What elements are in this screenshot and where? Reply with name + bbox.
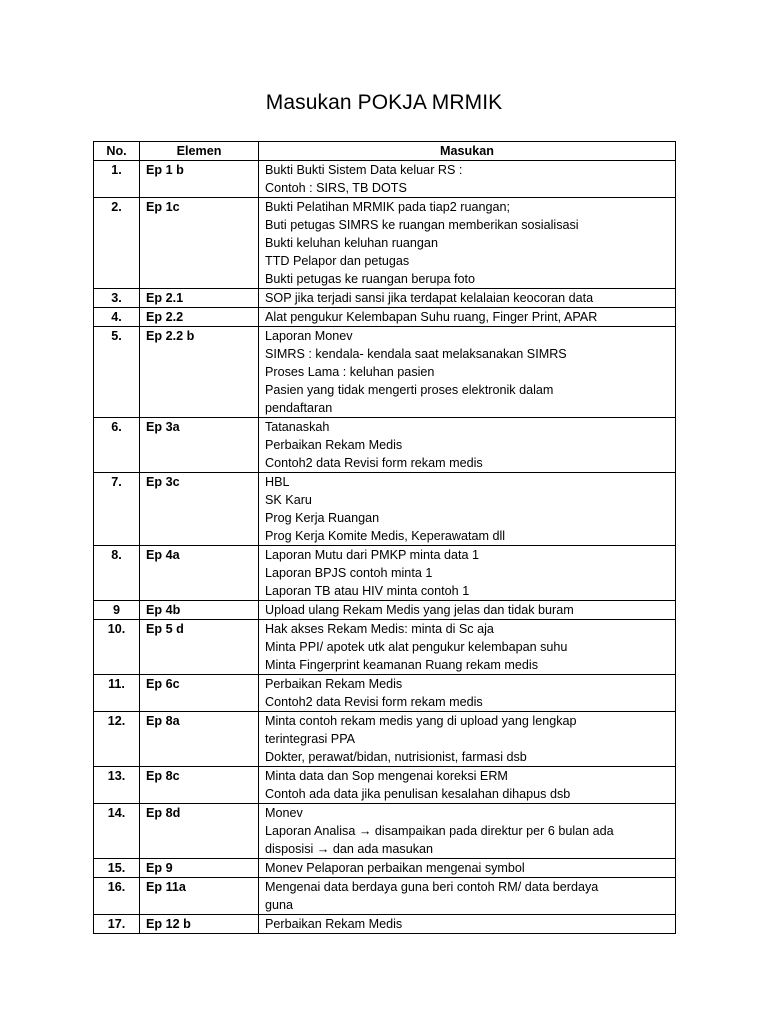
table-row [94, 546, 676, 601]
table-header-row [94, 142, 676, 161]
table-row [94, 601, 676, 620]
table-row [94, 878, 676, 915]
masukan-line: Alat pengukur Kelembapan Suhu ruang, Finger Print, APAR [265, 310, 598, 324]
column-header-elemen: Elemen [140, 142, 259, 161]
row-elemen: Ep 1c [140, 198, 259, 289]
masukan-line: Prog Kerja Ruangan [265, 511, 380, 525]
row-elemen: Ep 4a [140, 546, 259, 601]
masukan-line: SIMRS : kendala- kendala saat melaksanakan SIMRS [265, 347, 567, 361]
row-masukan [259, 418, 676, 473]
table-row [94, 473, 676, 546]
masukan-line: Bukti Pelatihan MRMIK pada tiap2 ruangan; [265, 200, 511, 214]
masukan-line: Tatanaskah [265, 420, 330, 434]
row-masukan [259, 767, 676, 804]
row-masukan [259, 675, 676, 712]
row-elemen: Ep 1 b [140, 161, 259, 198]
masukan-line: Minta contoh rekam medis yang di upload yang lengkap [265, 714, 577, 728]
table-row [94, 675, 676, 712]
table-row [94, 198, 676, 289]
table-row [94, 327, 676, 418]
row-elemen: Ep 2.1 [140, 289, 259, 308]
masukan-line: Laporan Analisa → disampaikan pada direktur per 6 bulan ada [265, 824, 614, 838]
table-row [94, 915, 676, 934]
row-number: 11. [94, 675, 140, 712]
row-number: 13. [94, 767, 140, 804]
row-number: 1. [94, 161, 140, 198]
row-elemen: Ep 3a [140, 418, 259, 473]
table-row [94, 289, 676, 308]
row-elemen: Ep 8d [140, 804, 259, 859]
row-elemen: Ep 8a [140, 712, 259, 767]
masukan-table [93, 141, 676, 934]
row-number: 14. [94, 804, 140, 859]
masukan-line: Contoh2 data Revisi form rekam medis [265, 456, 483, 470]
row-number: 2. [94, 198, 140, 289]
column-header-masukan: Masukan [259, 142, 676, 161]
row-masukan [259, 878, 676, 915]
masukan-line: SK Karu [265, 493, 312, 507]
table-row [94, 712, 676, 767]
masukan-line: Laporan BPJS contoh minta 1 [265, 566, 433, 580]
masukan-line: Minta PPI/ apotek utk alat pengukur kelembapan suhu [265, 640, 568, 654]
masukan-line: Bukti petugas ke ruangan berupa foto [265, 272, 476, 286]
row-number: 3. [94, 289, 140, 308]
masukan-line: Prog Kerja Komite Medis, Keperawatam dll [265, 529, 506, 543]
row-masukan [259, 620, 676, 675]
row-number: 9 [94, 601, 140, 620]
masukan-line: Monev [265, 806, 303, 820]
row-elemen: Ep 4b [140, 601, 259, 620]
page-title: Masukan POKJA MRMIK [265, 91, 503, 114]
table-row [94, 161, 676, 198]
row-masukan [259, 601, 676, 620]
masukan-line: Upload ulang Rekam Medis yang jelas dan tidak buram [265, 603, 574, 617]
masukan-line: Minta data dan Sop mengenai koreksi ERM [265, 769, 508, 783]
masukan-line: disposisi → dan ada masukan [265, 842, 434, 856]
table-row [94, 767, 676, 804]
row-elemen: Ep 2.2 [140, 308, 259, 327]
row-elemen: Ep 5 d [140, 620, 259, 675]
row-number: 8. [94, 546, 140, 601]
masukan-line: HBL [265, 475, 290, 489]
masukan-line: terintegrasi PPA [265, 732, 356, 746]
row-masukan [259, 308, 676, 327]
column-header-no: No. [94, 142, 140, 161]
row-elemen: Ep 6c [140, 675, 259, 712]
row-masukan [259, 473, 676, 546]
masukan-line: Contoh ada data jika penulisan kesalahan dihapus dsb [265, 787, 571, 801]
masukan-line: Pasien yang tidak mengerti proses elektronik dalam [265, 383, 554, 397]
row-masukan [259, 198, 676, 289]
table-body [94, 161, 676, 934]
row-masukan [259, 161, 676, 198]
masukan-line: Proses Lama : keluhan pasien [265, 365, 435, 379]
masukan-line: TTD Pelapor dan petugas [265, 254, 410, 268]
table-row [94, 418, 676, 473]
masukan-line: Monev Pelaporan perbaikan mengenai symbol [265, 861, 525, 875]
masukan-line: Hak akses Rekam Medis: minta di Sc aja [265, 622, 494, 636]
row-masukan [259, 327, 676, 418]
masukan-line: guna [265, 898, 294, 912]
row-masukan [259, 915, 676, 934]
masukan-line: Buti petugas SIMRS ke ruangan memberikan sosialisasi [265, 218, 579, 232]
row-masukan [259, 859, 676, 878]
masukan-line: Laporan Monev [265, 329, 353, 343]
masukan-line: Bukti keluhan keluhan ruangan [265, 236, 438, 250]
row-number: 17. [94, 915, 140, 934]
table-row [94, 308, 676, 327]
row-elemen: Ep 11a [140, 878, 259, 915]
row-number: 7. [94, 473, 140, 546]
row-number: 10. [94, 620, 140, 675]
row-elemen: Ep 8c [140, 767, 259, 804]
row-number: 15. [94, 859, 140, 878]
row-masukan [259, 804, 676, 859]
masukan-line: Bukti Bukti Sistem Data keluar RS : [265, 163, 463, 177]
masukan-line: Laporan TB atau HIV minta contoh 1 [265, 584, 470, 598]
row-masukan [259, 289, 676, 308]
row-masukan [259, 546, 676, 601]
masukan-line: Perbaikan Rekam Medis [265, 917, 403, 931]
row-elemen: Ep 2.2 b [140, 327, 259, 418]
masukan-line: Minta Fingerprint keamanan Ruang rekam medis [265, 658, 538, 672]
row-number: 5. [94, 327, 140, 418]
masukan-line: Contoh2 data Revisi form rekam medis [265, 695, 483, 709]
row-number: 4. [94, 308, 140, 327]
masukan-line: Mengenai data berdaya guna beri contoh RM/ data berdaya [265, 880, 599, 894]
row-elemen: Ep 12 b [140, 915, 259, 934]
masukan-line: Laporan Mutu dari PMKP minta data 1 [265, 548, 479, 562]
row-elemen: Ep 3c [140, 473, 259, 546]
row-number: 12. [94, 712, 140, 767]
masukan-line: Contoh : SIRS, TB DOTS [265, 181, 407, 195]
row-masukan [259, 712, 676, 767]
row-number: 16. [94, 878, 140, 915]
table-row [94, 859, 676, 878]
masukan-line: Perbaikan Rekam Medis [265, 677, 403, 691]
row-elemen: Ep 9 [140, 859, 259, 878]
table-row [94, 804, 676, 859]
masukan-line: Perbaikan Rekam Medis [265, 438, 403, 452]
row-number: 6. [94, 418, 140, 473]
table-row [94, 620, 676, 675]
masukan-line: pendaftaran [265, 401, 333, 415]
masukan-line: SOP jika terjadi sansi jika terdapat kelalaian keocoran data [265, 291, 594, 305]
masukan-line: Dokter, perawat/bidan, nutrisionist, farmasi dsb [265, 750, 527, 764]
